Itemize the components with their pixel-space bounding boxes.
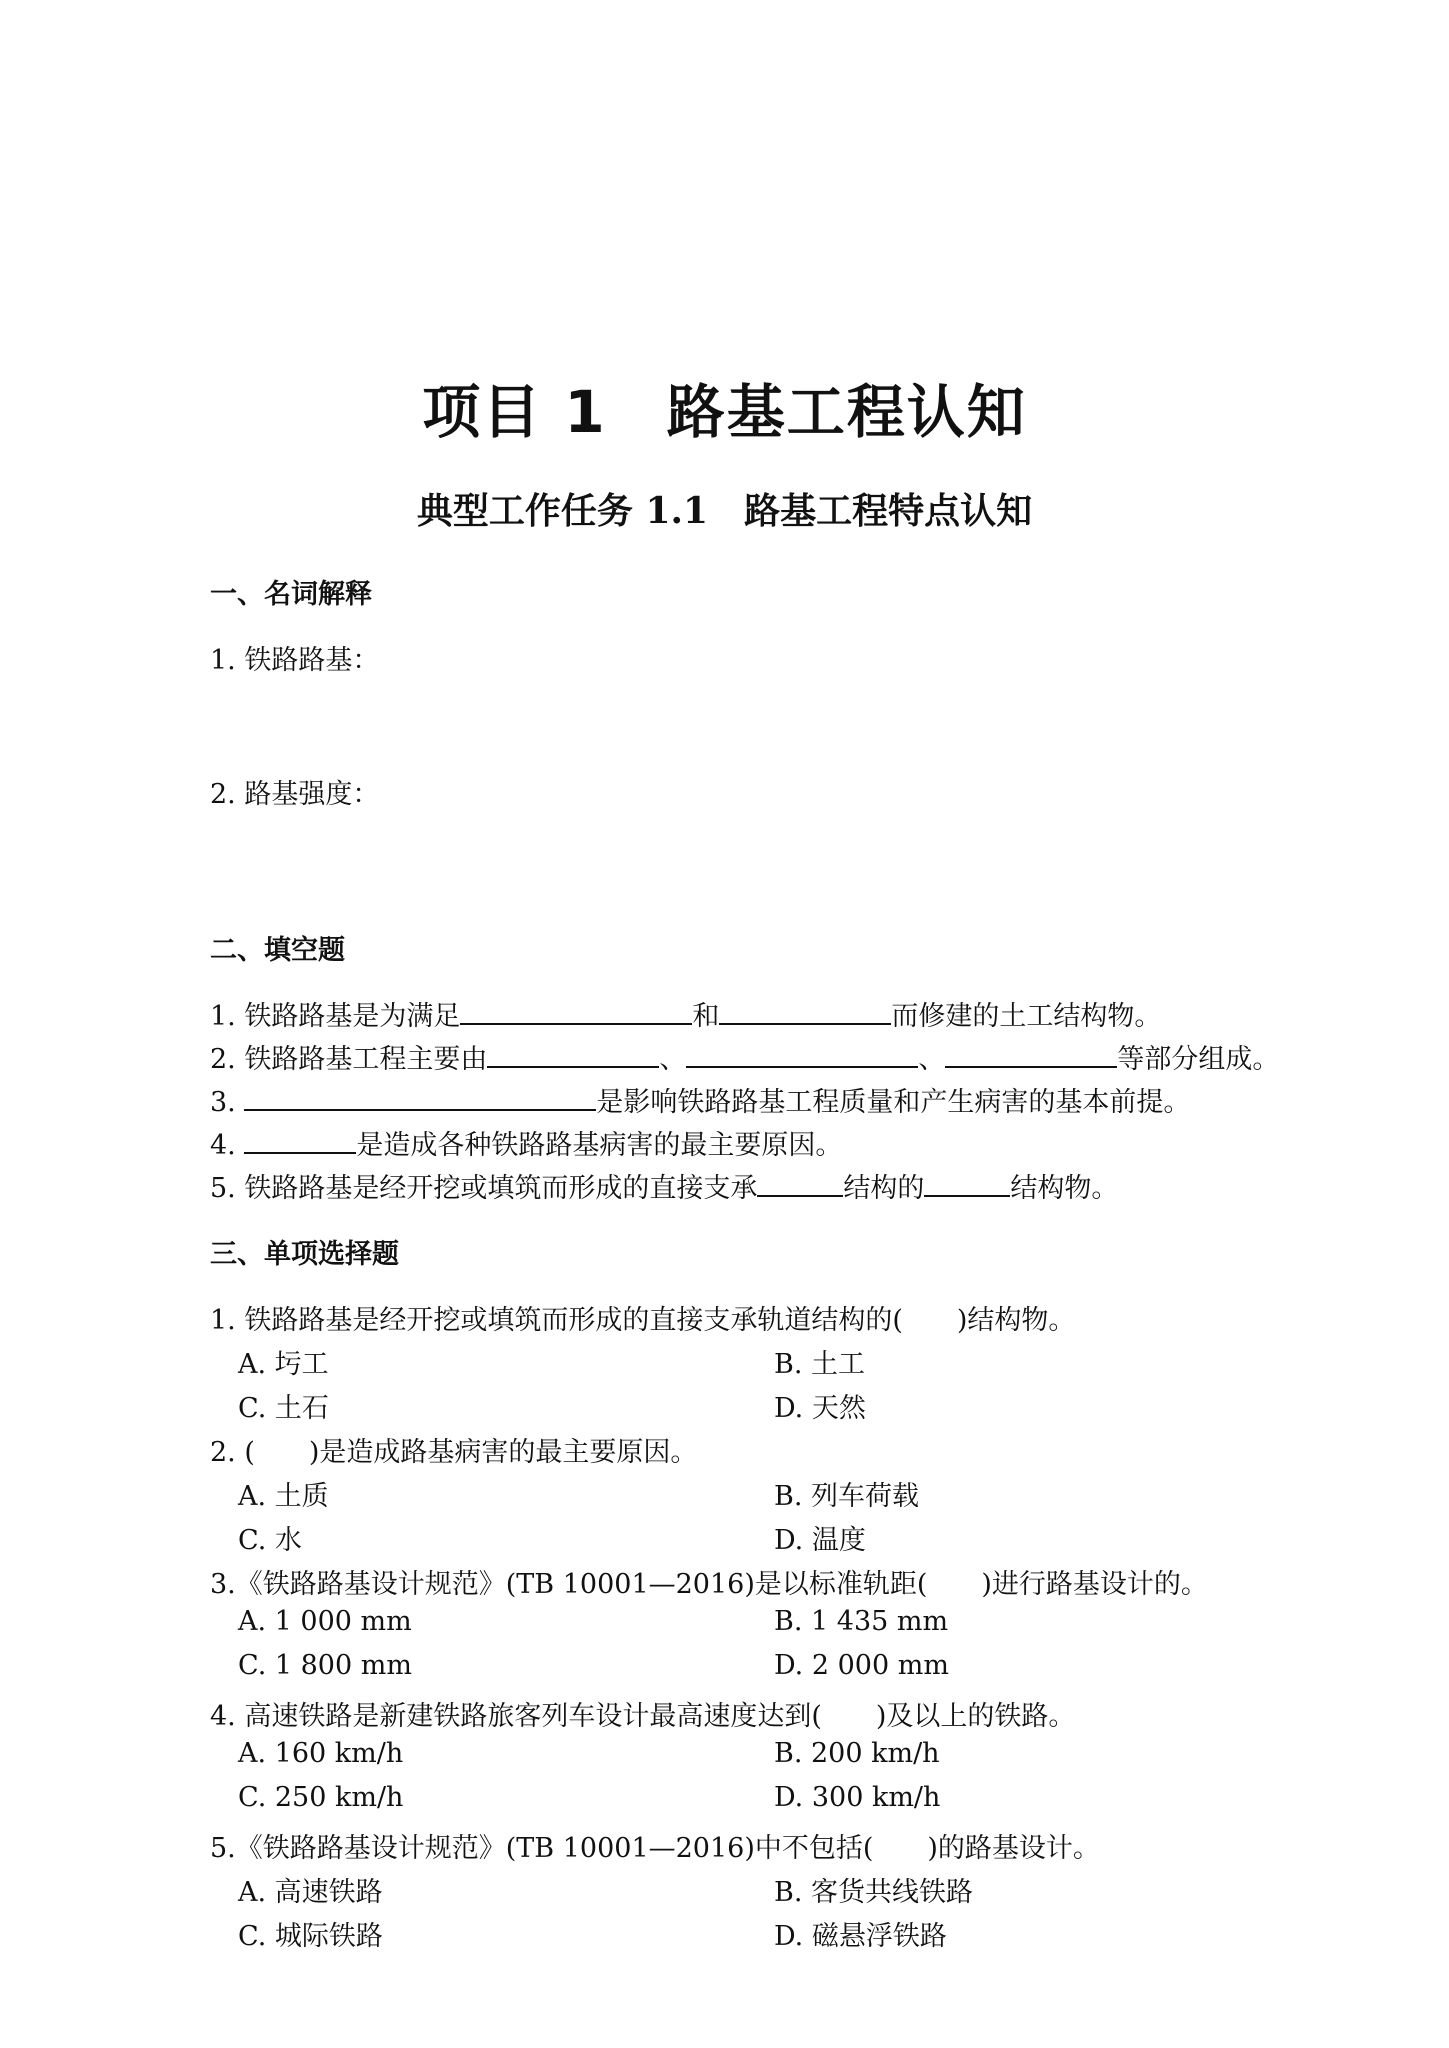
option-c[interactable]: C. 250 km/h [238,1782,404,1813]
answer-blank[interactable] [945,1065,1117,1068]
question-text: 结构物。 [1010,1173,1119,1204]
question-text: 5. 铁路路基是经开挖或填筑而形成的直接支承 [210,1173,758,1204]
page-title: 项目 1 路基工程认知 [422,378,1027,446]
answer-blank[interactable] [757,1194,843,1197]
answer-blank[interactable] [686,1065,918,1068]
option-b[interactable]: B. 200 km/h [774,1738,940,1769]
answer-blank[interactable] [487,1065,659,1068]
option-a[interactable]: A. 160 km/h [238,1738,404,1769]
task-subtitle: 典型工作任务 1.1 路基工程特点认知 [416,490,1033,532]
answer-blank[interactable] [244,1151,356,1154]
answer-blank[interactable] [244,1108,596,1111]
section-heading-fill-blank: 二、填空题 [210,935,345,966]
question-text: 3. [210,1087,245,1118]
fill-question-5 [210,1166,1118,1205]
term-item: 2. 路基强度： [210,779,380,810]
question-text: 结构的 [843,1173,925,1204]
option-a[interactable]: A. 圬工 [238,1349,329,1380]
question-text: 是影响铁路路基工程质量和产生病害的基本前提。 [596,1087,1191,1118]
question-text: 而修建的土工结构物。 [891,1001,1162,1032]
option-c[interactable]: C. 城际铁路 [238,1921,383,1952]
option-b[interactable]: B. 1 435 mm [774,1606,949,1637]
answer-blank[interactable] [460,1022,692,1025]
choice-question-2: 2. ( )是造成路基病害的最主要原因。 [210,1437,698,1468]
question-text: 2. 铁路路基工程主要由 [210,1044,488,1075]
fill-question-4 [210,1123,842,1162]
question-text: 等部分组成。 [1117,1044,1280,1075]
option-d[interactable]: D. 温度 [774,1525,866,1556]
option-c[interactable]: C. 1 800 mm [238,1650,412,1681]
question-text: 1. 铁路路基是为满足 [210,1001,461,1032]
option-d[interactable]: D. 2 000 mm [774,1650,949,1681]
fill-question-1 [210,994,1161,1033]
option-a[interactable]: A. 土质 [238,1481,329,1512]
section-heading-terms: 一、名词解释 [210,579,372,610]
option-d[interactable]: D. 天然 [774,1393,866,1424]
option-b[interactable]: B. 列车荷载 [774,1481,920,1512]
section-heading-single-choice: 三、单项选择题 [210,1239,399,1270]
answer-blank[interactable] [924,1194,1010,1197]
option-c[interactable]: C. 土石 [238,1393,329,1424]
option-a[interactable]: A. 高速铁路 [238,1877,383,1908]
choice-question-3: 3.《铁路路基设计规范》(TB 10001—2016)是以标准轨距( )进行路基设计的。 [210,1569,1208,1600]
answer-blank[interactable] [719,1022,891,1025]
question-text: 是造成各种铁路路基病害的最主要原因。 [356,1130,843,1161]
fill-question-2 [210,1037,1279,1076]
option-b[interactable]: B. 客货共线铁路 [774,1877,974,1908]
choice-question-4: 4. 高速铁路是新建铁路旅客列车设计最高速度达到( )及以上的铁路。 [210,1701,1076,1732]
choice-question-1: 1. 铁路路基是经开挖或填筑而形成的直接支承轨道结构的( )结构物。 [210,1305,1076,1336]
option-d[interactable]: D. 300 km/h [774,1782,941,1813]
option-b[interactable]: B. 土工 [774,1349,866,1380]
question-text: 、 [918,1044,946,1075]
option-d[interactable]: D. 磁悬浮铁路 [774,1921,947,1952]
question-text: 、 [659,1044,687,1075]
question-text: 4. [210,1130,245,1161]
fill-question-3 [210,1080,1190,1119]
option-c[interactable]: C. 水 [238,1525,302,1556]
question-text: 和 [692,1001,720,1032]
option-a[interactable]: A. 1 000 mm [238,1606,412,1637]
choice-question-5: 5.《铁路路基设计规范》(TB 10001—2016)中不包括( )的路基设计。 [210,1833,1100,1864]
term-item: 1. 铁路路基： [210,645,380,676]
